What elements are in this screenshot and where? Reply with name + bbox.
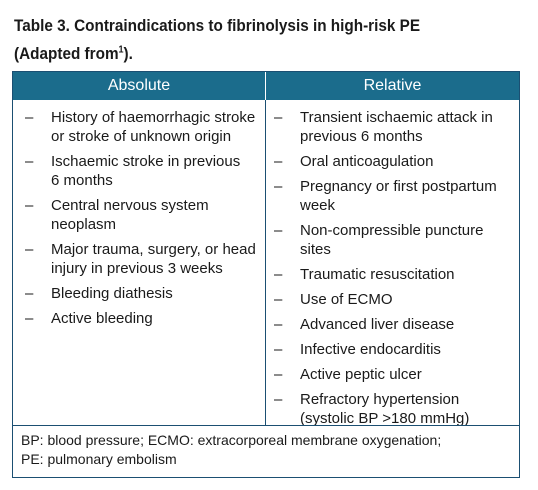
relative-item-text: Non-compressible puncture [300,222,484,239]
absolute-item [25,309,265,328]
title-line-2 [14,40,473,68]
bullet-dash: – [274,222,283,239]
absolute-item-text: History of haemorrhagic stroke [51,109,256,126]
relative-item-text: Transient ischaemic attack in [300,109,493,126]
relative-item [274,340,519,359]
relative-item-text: week [300,197,336,214]
absolute-item-text: neoplasm [51,216,117,233]
bullet-dash: – [274,341,283,358]
bullet-dash: – [274,391,283,408]
bullet-dash: – [25,241,34,258]
relative-item [274,365,519,384]
absolute-column [13,100,266,425]
bullet-dash: – [274,291,283,308]
relative-item-text: Oral anticoagulation [300,153,434,170]
title-line-1: Table 3. Contraindications to fibrinolysis in high-risk PE [14,16,421,35]
relative-item [274,152,519,171]
relative-item-text: Pregnancy or first postpartum [300,178,497,195]
bullet-dash: – [274,153,283,170]
bullet-dash: – [274,316,283,333]
relative-item-text: previous 6 months [300,128,423,145]
footnote-line-1: BP: blood pressure; ECMO: extracorporeal membrane oxygenation; [21,432,442,448]
table-header [13,72,519,100]
relative-item-text: sites [300,241,331,258]
bullet-dash: – [25,285,34,302]
absolute-item-text: 6 months [51,172,113,189]
bullet-dash: – [25,109,34,126]
title-reference: 1 [118,44,124,56]
title-line-2-suffix: ). [123,44,133,63]
relative-item [274,315,519,334]
header-absolute: Absolute [13,72,266,100]
bullet-dash: – [25,197,34,214]
absolute-item [25,240,265,278]
relative-item-text: Refractory hypertension [300,391,460,408]
relative-item [274,265,519,284]
absolute-item-text: Bleeding diathesis [51,285,173,302]
relative-item-text: Advanced liver disease [300,316,455,333]
absolute-item-text: or stroke of unknown origin [51,128,232,145]
bullet-dash: – [274,109,283,126]
absolute-item-text: injury in previous 3 weeks [51,260,223,277]
absolute-item [25,152,265,190]
title-line-2-prefix: (Adapted from [14,44,119,63]
relative-item [274,221,519,259]
relative-item-text: Active peptic ulcer [300,366,422,383]
absolute-item-text: Active bleeding [51,310,153,327]
absolute-item-text: Ischaemic stroke in previous [51,153,241,170]
absolute-item-text: Central nervous system [51,197,209,214]
footnote-line-2: PE: pulmonary embolism [21,451,177,467]
absolute-item [25,108,265,146]
contraindications-table [12,71,520,478]
bullet-dash: – [274,266,283,283]
relative-column [266,100,519,425]
bullet-dash: – [274,178,283,195]
relative-item-text: (systolic BP >180 mmHg) [300,410,470,427]
relative-item [274,390,519,428]
table-title [14,12,473,68]
relative-item [274,108,519,146]
header-relative: Relative [363,77,422,94]
relative-item-text: Traumatic resuscitation [300,266,455,283]
absolute-item [25,196,265,234]
absolute-item [25,284,265,303]
relative-item-text: Use of ECMO [300,291,393,308]
table-footnote [13,425,519,477]
relative-item [274,177,519,215]
relative-item-text: Infective endocarditis [300,341,441,358]
absolute-item-text: Major trauma, surgery, or head [51,241,256,258]
relative-item [274,290,519,309]
bullet-dash: – [274,366,283,383]
bullet-dash: – [25,310,34,327]
bullet-dash: – [25,153,34,170]
